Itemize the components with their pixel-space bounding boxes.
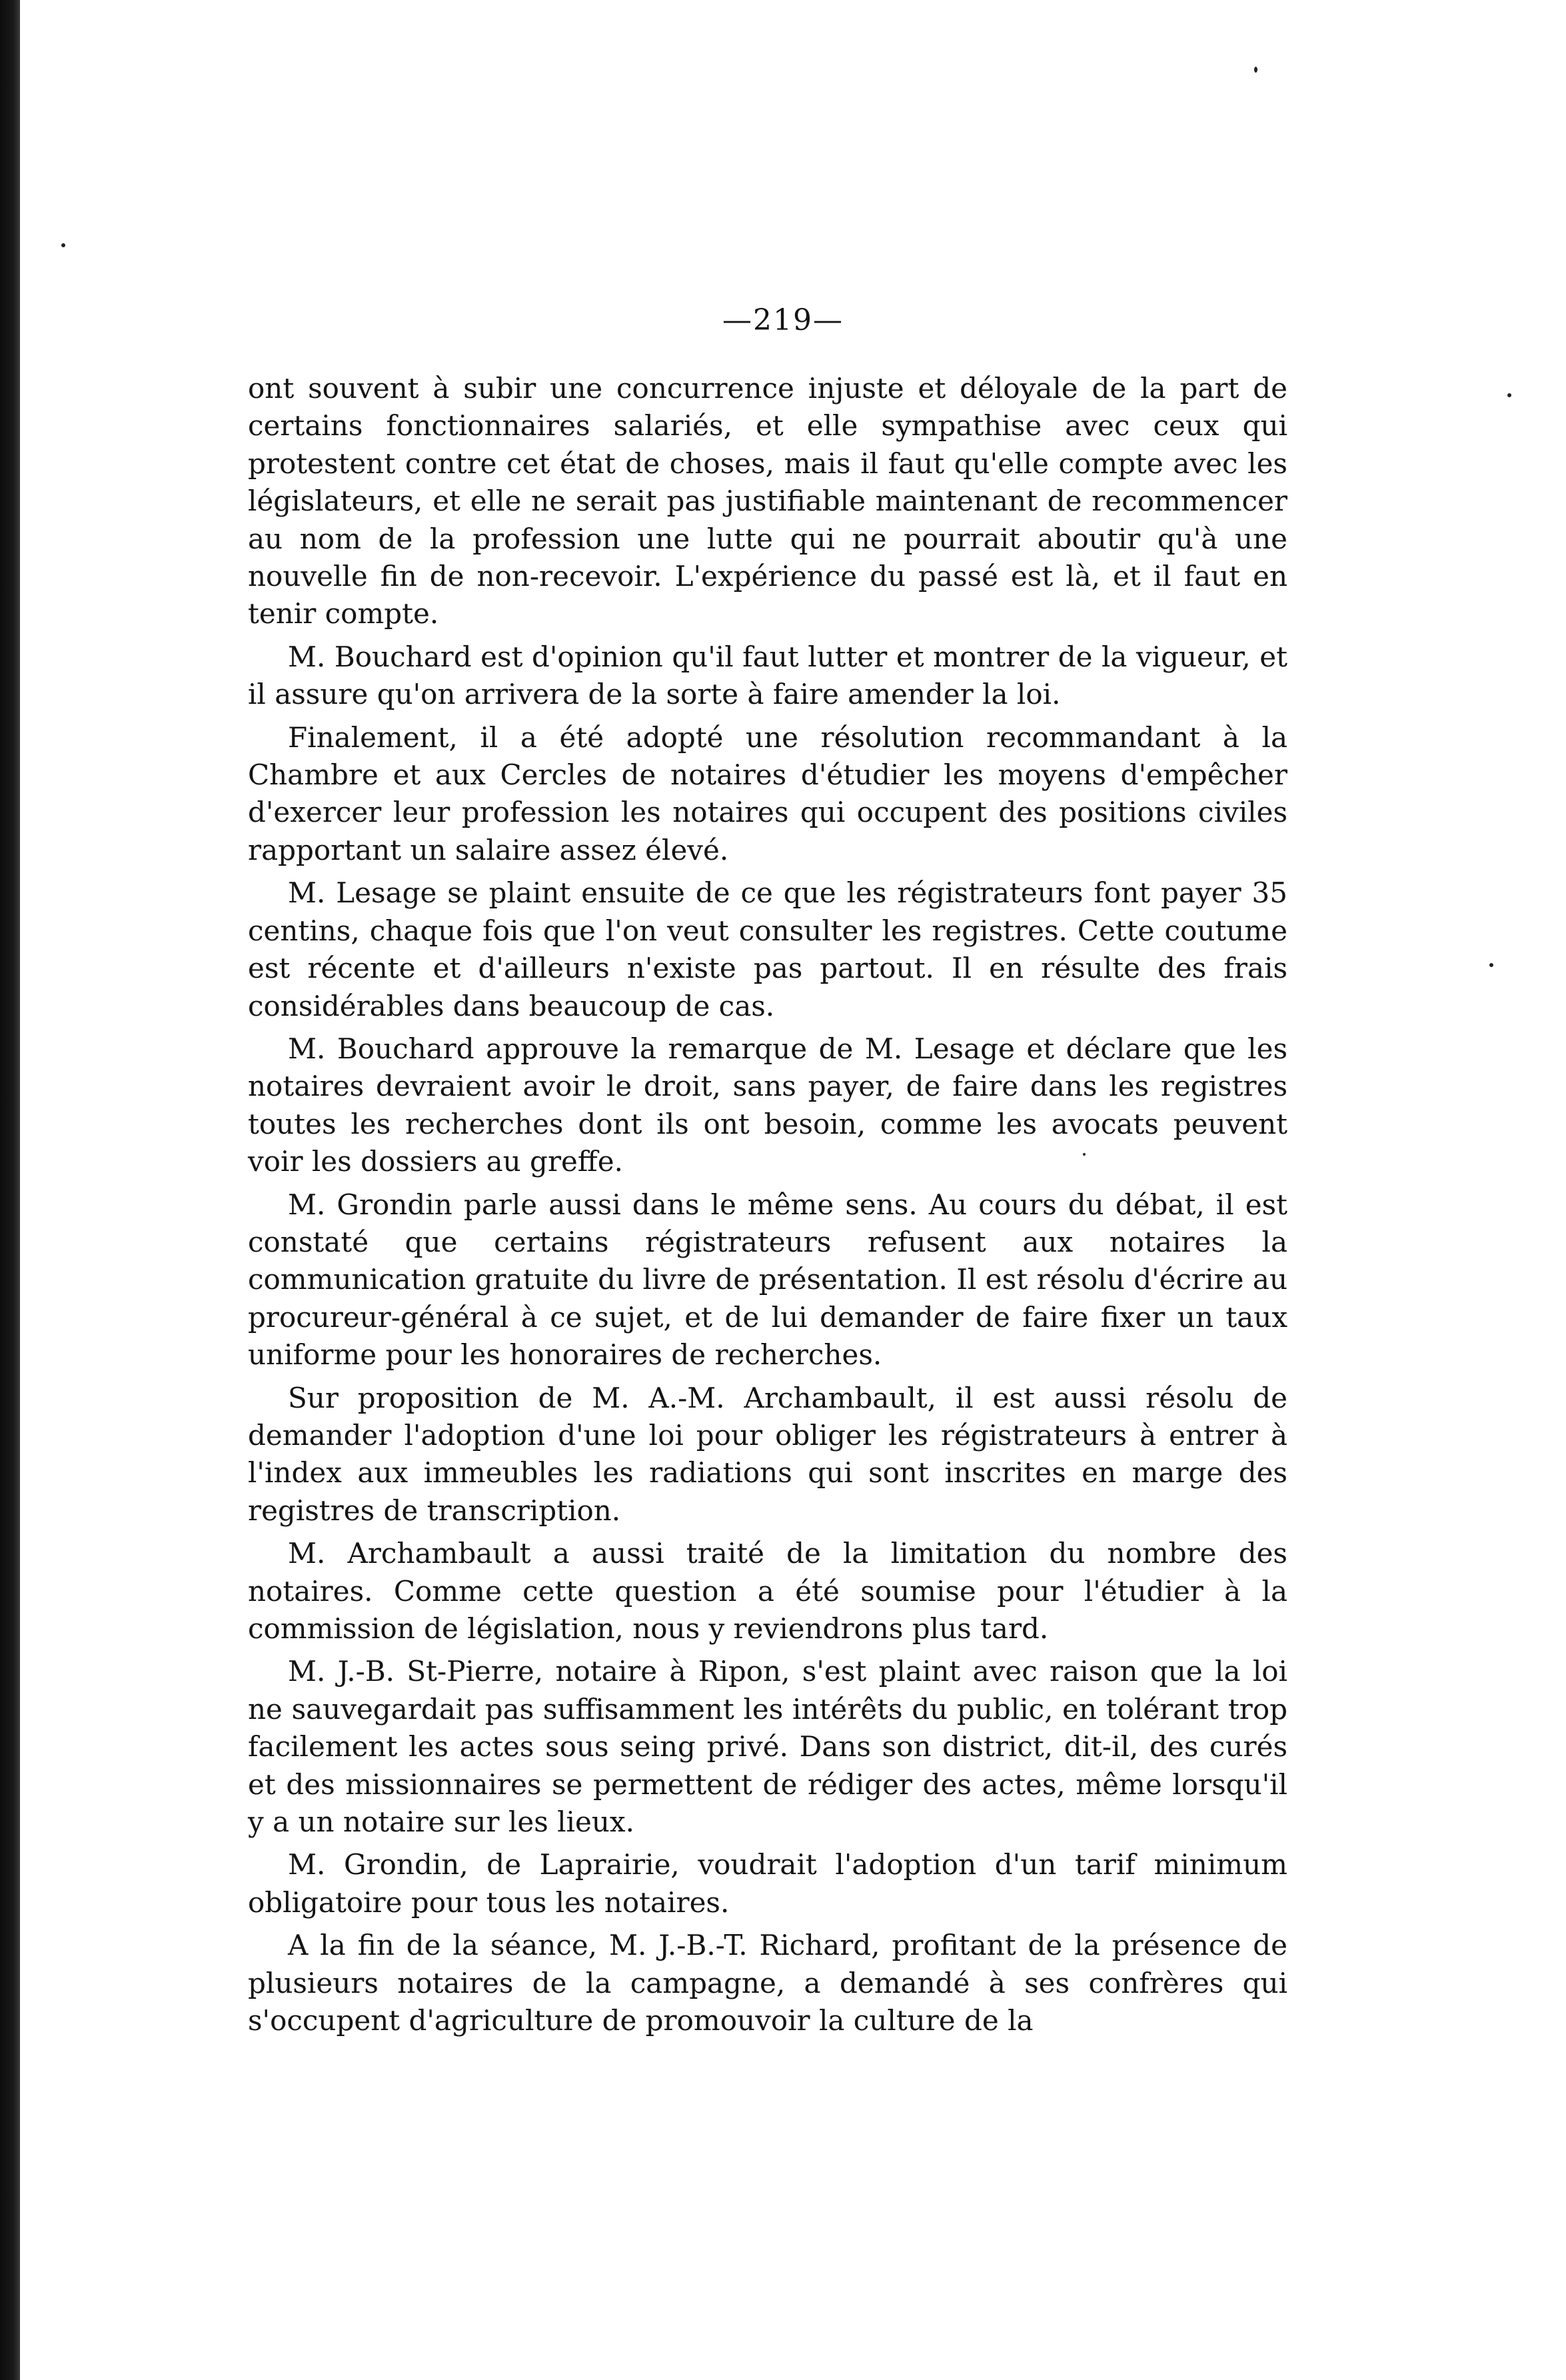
paragraph: ont souvent à subir une concurrence injuste et déloyale de la part de certains fonctionnaires salariés, et elle sympathise avec ceux qui protestent contre cet état de choses, mais il faut qu'elle compte avec les législateurs, et elle ne serait pas justifiable maintenant de recommencer au nom de la profession une lutte qui ne pourrait aboutir qu'à une nouvelle fin de non-recevoir. L'expérience du passé est là, et il faut en tenir compte. [248, 372, 1287, 630]
paragraph: M. Grondin, de Laprairie, voudrait l'adoption d'un tarif minimum obligatoire pour tous les notaires. [248, 1848, 1287, 1919]
ink-speck [1254, 67, 1257, 73]
body-text [248, 370, 1287, 2045]
paragraph: M. J.-B. St-Pierre, notaire à Ripon, s'est plaint avec raison que la loi ne sauvegardait pas suffisamment les intérêts du public, en tolérant trop facilement les actes sous seing privé. Dans son district, dit-il, des curés et des missionnaires se permettent de rédiger des actes, même lorsqu'il y a un notaire sur les lieux. [248, 1655, 1287, 1839]
paragraph: Sur proposition de M. A.-M. Archambault, il est aussi résolu de demander l'adoption d'une loi pour obliger les régistrateurs à entrer à l'index aux immeubles les radiations qui sont inscrites en marge des registres de transcription. [248, 1381, 1287, 1527]
paragraph: M. Grondin parle aussi dans le même sens. Au cours du débat, il est constaté que certains régistrateurs refusent aux notaires la communication gratuite du livre de présentation. Il est résolu d'écrire au procureur-général à ce sujet, et de lui demander de faire fixer un taux uniforme pour les honoraires de recherches. [248, 1188, 1287, 1372]
ink-speck [1489, 963, 1493, 967]
paragraph: M. Bouchard approuve la remarque de M. Lesage et déclare que les notaires devraient avoir le droit, sans payer, de faire dans les registres toutes les recherches dont ils ont besoin, comme les avocats peuvent voir les dossiers au greffe. [248, 1032, 1287, 1178]
paragraph: M. Bouchard est d'opinion qu'il faut lutter et montrer de la vigueur, et il assure qu'on arrivera de la sorte à faire amender la loi. [248, 640, 1287, 711]
paragraph: M. Archambault a aussi traité de la limitation du nombre des notaires. Comme cette question a été soumise pour l'étudier à la commission de législation, nous y reviendrons plus tard. [248, 1537, 1287, 1645]
paragraph: A la fin de la séance, M. J.-B.-T. Richard, profitant de la présence de plusieurs notaires de la campagne, a demandé à ses confrères qui s'occupent d'agriculture de promouvoir la culture de la [248, 1929, 1287, 2037]
ink-speck [61, 243, 65, 247]
book-spine-shadow [0, 0, 20, 2380]
page-number: —219— [722, 303, 844, 337]
ink-speck [1507, 393, 1511, 397]
paragraph: M. Lesage se plaint ensuite de ce que les régistrateurs font payer 35 centins, chaque fois que l'on veut consulter les registres. Cette coutume est récente et d'ailleurs n'existe pas partout. Il en résulte des frais considérables dans beaucoup de cas. [248, 876, 1287, 1022]
paragraph: Finalement, il a été adopté une résolution recommandant à la Chambre et aux Cercles de notaires d'étudier les moyens d'empêcher d'exercer leur profession les notaires qui occupent des positions civiles rapportant un salaire assez élevé. [248, 720, 1287, 866]
